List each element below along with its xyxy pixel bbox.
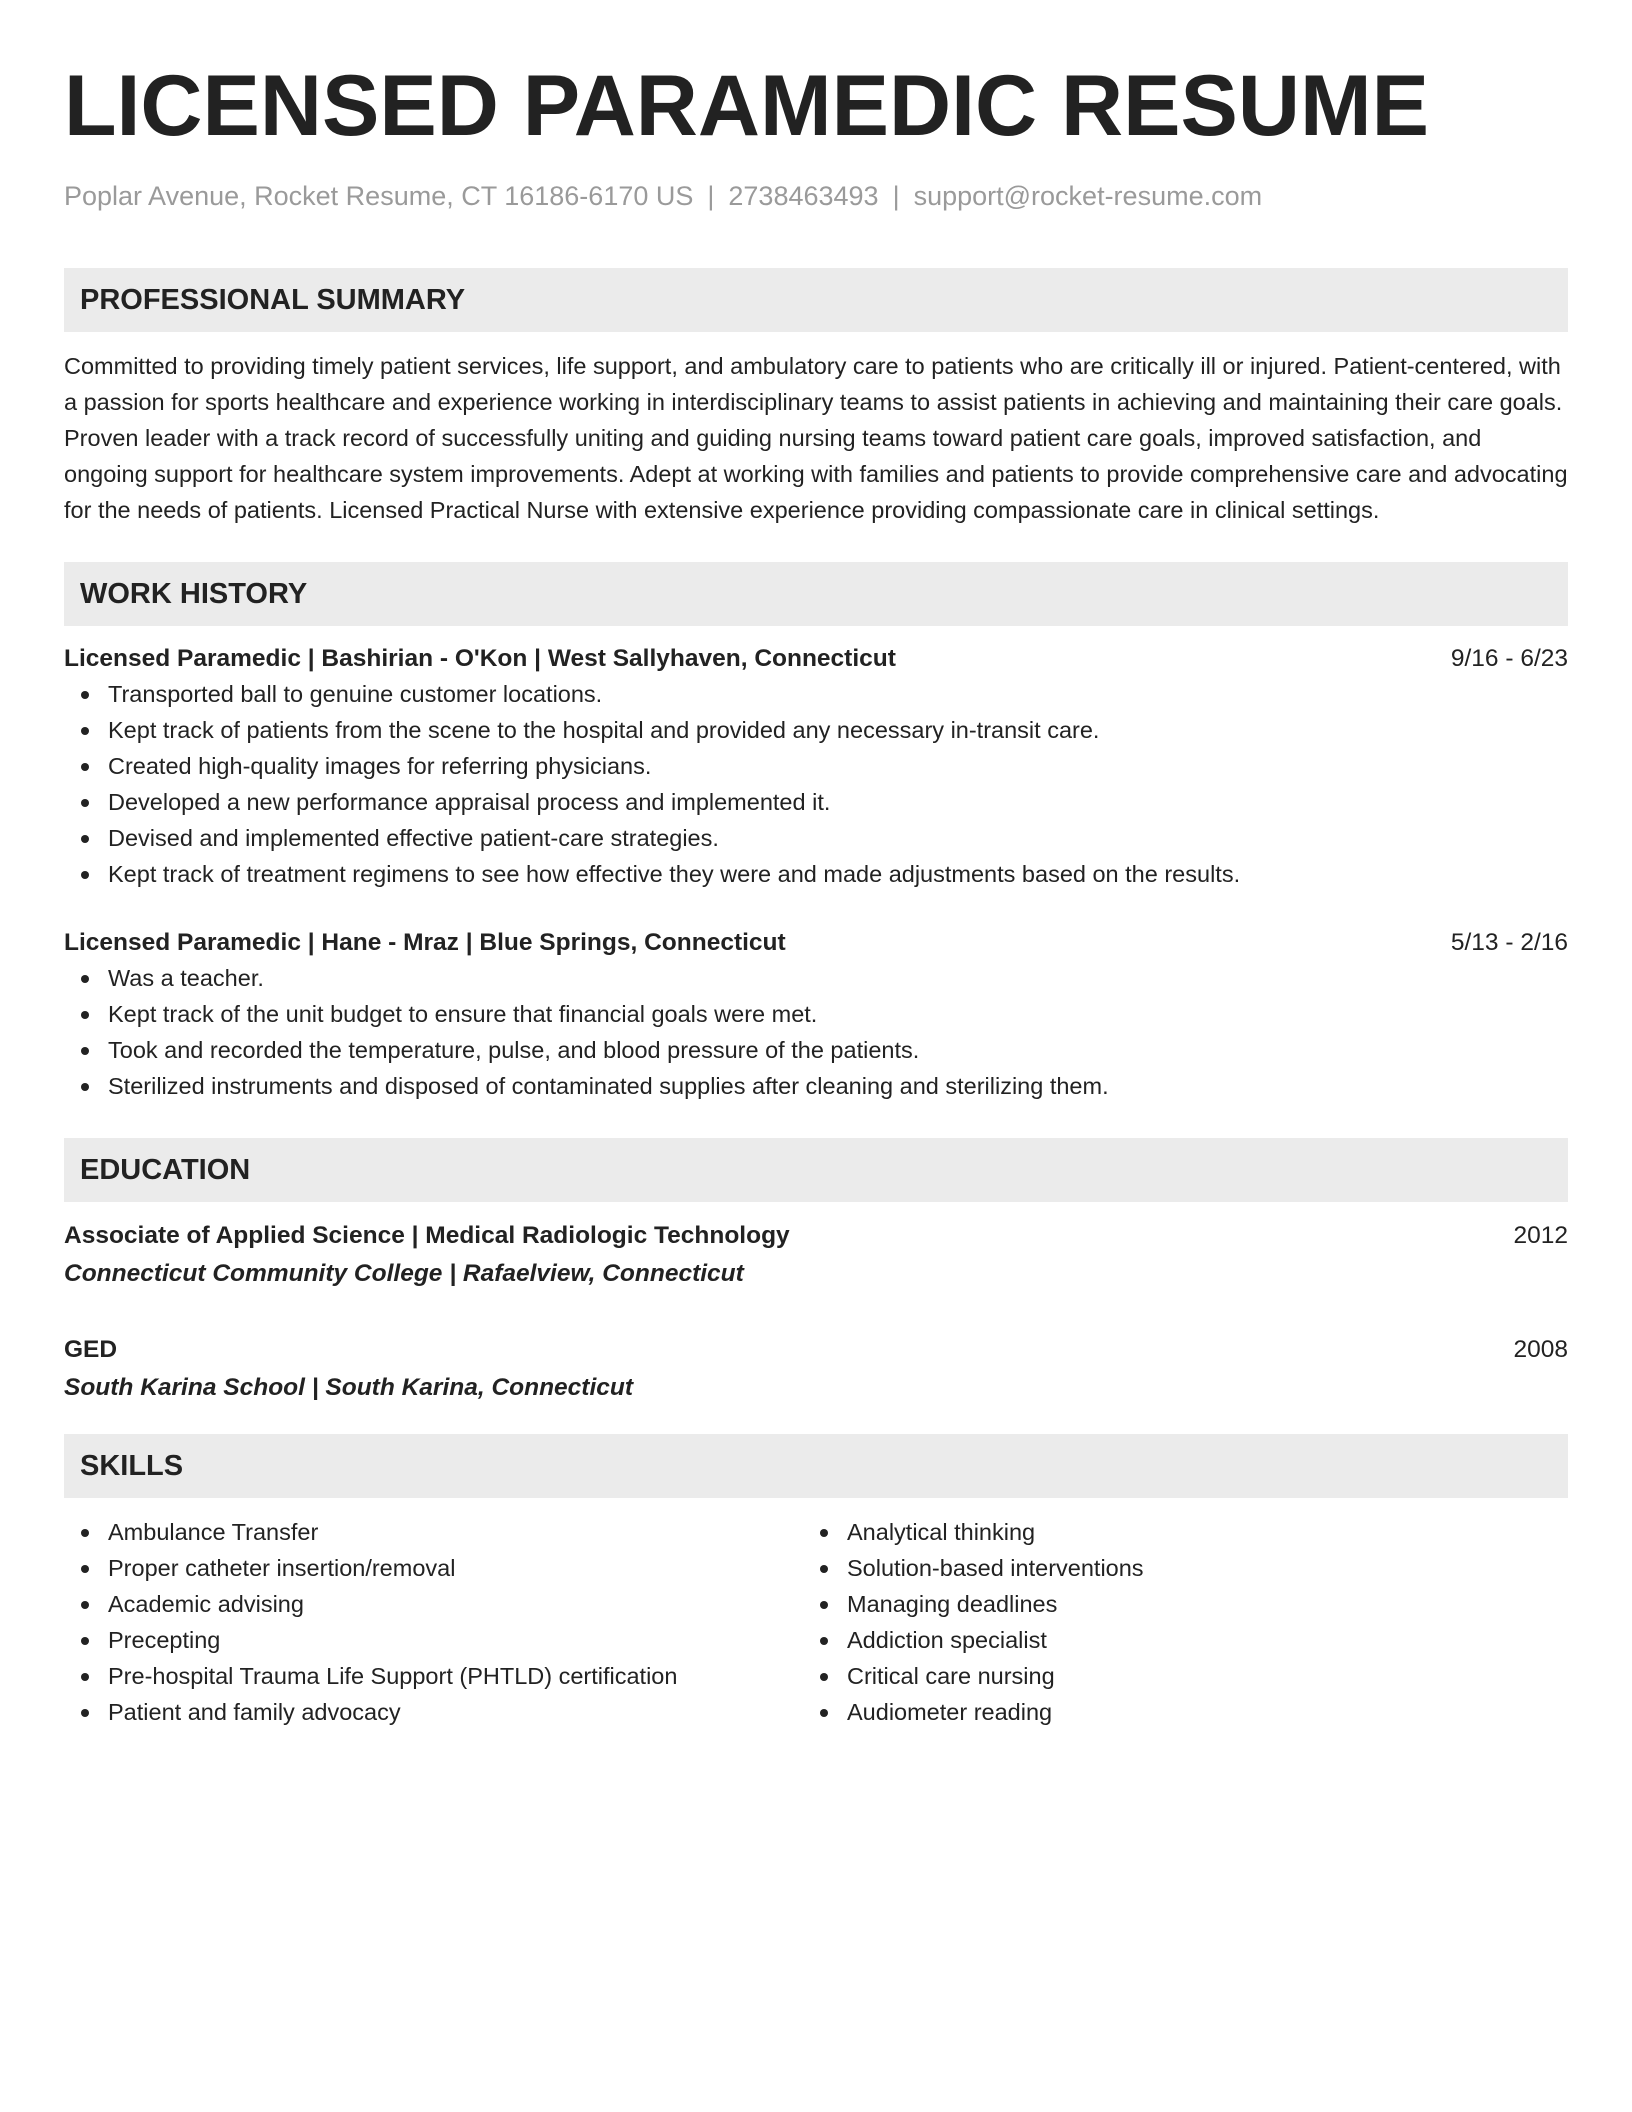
job-entry: [64, 642, 1568, 892]
contact-separator: |: [707, 181, 715, 211]
job-bullet-list: [64, 960, 1568, 1104]
skills-list-right: [803, 1514, 1542, 1730]
skill-item: Academic advising: [64, 1586, 803, 1622]
job-bullet: Took and recorded the temperature, pulse, and blood pressure of the patients.: [64, 1032, 1568, 1068]
skill-item: Analytical thinking: [803, 1514, 1542, 1550]
job-bullet: Kept track of the unit budget to ensure that financial goals were met.: [64, 996, 1568, 1032]
skill-item: Critical care nursing: [803, 1658, 1542, 1694]
job-bullet: Kept track of treatment regimens to see how effective they were and made adjustments based on the results.: [64, 856, 1568, 892]
skills-columns: [64, 1514, 1568, 1730]
skill-item: Audiometer reading: [803, 1694, 1542, 1730]
job-dates: 9/16 - 6/23: [1450, 645, 1568, 672]
skills-list-left: [64, 1514, 803, 1730]
education-year: 2012: [1513, 1222, 1568, 1249]
job-title: Licensed Paramedic | Hane - Mraz | Blue Springs, Connecticut: [64, 929, 786, 956]
summary-text: Committed to providing timely patient services, life support, and ambulatory care to patients who are critically ill or injured. Patient-centered, with a passion for sports healthcare and experience working in interdisciplinary teams to assist patients in achieving and maintaining their care goals. Proven leader with a track record of successfully uniting and guiding nursing teams toward patient care goals, improved satisfaction, and ongoing support for healthcare system improvements. Adept at working with families and patients to provide comprehensive care and advocating for the needs of patients. Licensed Practical Nurse with extensive experience providing compassionate care in clinical settings.: [64, 353, 1568, 523]
resume-title: LICENSED PARAMEDIC RESUME: [64, 58, 1429, 154]
section-header-skills: SKILLS: [64, 1434, 1568, 1498]
job-bullet: Devised and implemented effective patient-care strategies.: [64, 820, 1568, 856]
job-title-row: [64, 642, 1568, 676]
education-degree-row: [64, 1218, 1568, 1254]
section-header-summary: PROFESSIONAL SUMMARY: [64, 268, 1568, 332]
education-entry: [64, 1332, 1568, 1408]
job-bullet: Kept track of patients from the scene to the hospital and provided any necessary in-transit care.: [64, 712, 1568, 748]
contact-separator: |: [892, 181, 900, 211]
section-header-work-history: WORK HISTORY: [64, 562, 1568, 626]
job-entry: [64, 926, 1568, 1104]
education-school: South Karina School | South Karina, Connecticut: [64, 1374, 634, 1401]
skill-item: Patient and family advocacy: [64, 1694, 803, 1730]
skill-item: Precepting: [64, 1622, 803, 1658]
job-title-row: [64, 926, 1568, 960]
job-bullet-list: [64, 676, 1568, 892]
education-degree: GED: [64, 1336, 118, 1363]
job-bullet: Transported ball to genuine customer locations.: [64, 676, 1568, 712]
education-year: 2008: [1513, 1336, 1568, 1363]
contact-email: support@rocket-resume.com: [913, 181, 1263, 211]
section-header-education: EDUCATION: [64, 1138, 1568, 1202]
job-dates: 5/13 - 2/16: [1450, 929, 1568, 956]
contact-address: Poplar Avenue, Rocket Resume, CT 16186-6170 US: [64, 181, 694, 211]
resume-page: [64, 56, 1568, 1730]
skill-item: Ambulance Transfer: [64, 1514, 803, 1550]
job-bullet: Developed a new performance appraisal process and implemented it.: [64, 784, 1568, 820]
skill-item: Proper catheter insertion/removal: [64, 1550, 803, 1586]
job-bullet: Sterilized instruments and disposed of contaminated supplies after cleaning and sterilizing them.: [64, 1068, 1568, 1104]
job-title: Licensed Paramedic | Bashirian - O'Kon | West Sallyhaven, Connecticut: [64, 645, 896, 672]
education-entry: [64, 1218, 1568, 1294]
education-degree: Associate of Applied Science | Medical Radiologic Technology: [64, 1222, 790, 1249]
job-bullet: Created high-quality images for referring physicians.: [64, 748, 1568, 784]
skill-item: Pre-hospital Trauma Life Support (PHTLD) certification: [64, 1658, 803, 1694]
contact-phone: 2738463493: [728, 181, 879, 211]
education-degree-row: [64, 1332, 1568, 1368]
skill-item: Addiction specialist: [803, 1622, 1542, 1658]
skill-item: Solution-based interventions: [803, 1550, 1542, 1586]
skill-item: Managing deadlines: [803, 1586, 1542, 1622]
job-bullet: Was a teacher.: [64, 960, 1568, 996]
contact-line: [64, 178, 1568, 214]
education-school: Connecticut Community College | Rafaelview, Connecticut: [64, 1260, 744, 1287]
